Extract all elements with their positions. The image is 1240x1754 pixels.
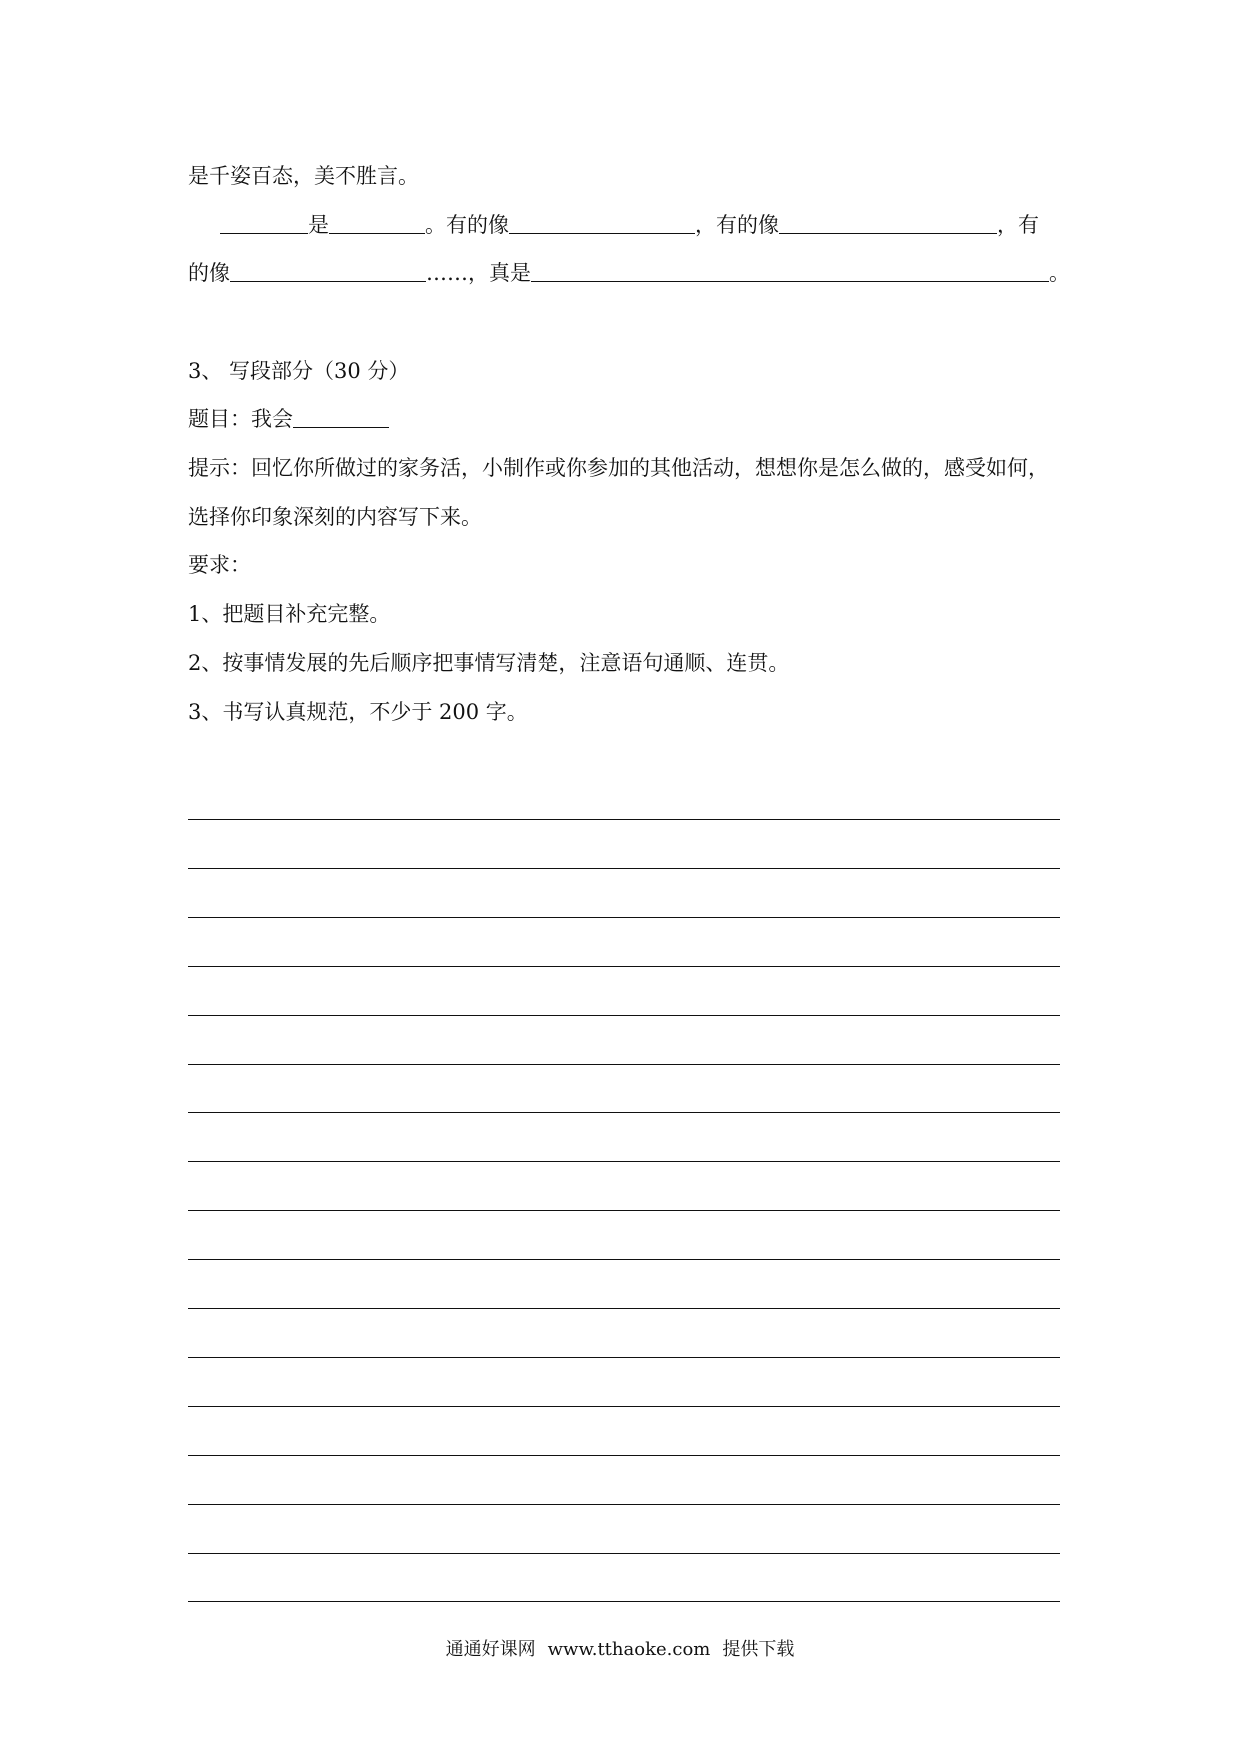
- paragraph-text: 是: [308, 213, 329, 237]
- writing-line[interactable]: [188, 917, 1060, 918]
- writing-line[interactable]: [188, 1308, 1060, 1309]
- paragraph-text: ，有的像: [695, 213, 779, 237]
- footer-site-name: 通通好课网: [445, 1639, 536, 1660]
- requirements-label: 要求：: [188, 553, 251, 577]
- writing-line[interactable]: [188, 1455, 1060, 1456]
- writing-line[interactable]: [188, 966, 1060, 967]
- writing-line[interactable]: [188, 1015, 1060, 1016]
- fill-blank[interactable]: [779, 211, 997, 234]
- paragraph-text: 的像: [188, 261, 230, 285]
- requirement-item: 1、把题目补充完整。: [188, 602, 391, 626]
- topic-blank[interactable]: [293, 405, 389, 428]
- fill-blank[interactable]: [220, 211, 308, 234]
- footer-url: www.tthaoke.com: [547, 1639, 711, 1660]
- section-heading: 3、 写段部分（30 分）: [188, 359, 410, 383]
- writing-line[interactable]: [188, 1553, 1060, 1554]
- writing-line[interactable]: [188, 868, 1060, 869]
- writing-line[interactable]: [188, 1601, 1060, 1602]
- requirement-item: 3、书写认真规范，不少于 200 字。: [188, 700, 528, 724]
- hint-line-2: 选择你印象深刻的内容写下来。: [188, 505, 482, 529]
- paragraph-line-3: [188, 258, 1070, 288]
- writing-line[interactable]: [188, 1259, 1060, 1260]
- paragraph-line-2: [220, 210, 1060, 240]
- writing-line[interactable]: [188, 1112, 1060, 1113]
- writing-line[interactable]: [188, 1064, 1060, 1065]
- page-footer: [0, 1638, 1240, 1662]
- fill-blank[interactable]: [329, 211, 425, 234]
- writing-line[interactable]: [188, 819, 1060, 820]
- fill-blank[interactable]: [230, 259, 426, 282]
- hint-line-1: 提示：回忆你所做过的家务活，小制作或你参加的其他活动，想想你是怎么做的，感受如何，: [188, 456, 1049, 480]
- paragraph-text: ……，真是: [426, 261, 531, 285]
- writing-line[interactable]: [188, 1357, 1060, 1358]
- paragraph-text: 。有的像: [425, 213, 509, 237]
- topic-line: [188, 404, 389, 434]
- topic-prefix: 题目：我会: [188, 407, 293, 431]
- paragraph-text: ，有: [997, 213, 1039, 237]
- requirement-item: 2、按事情发展的先后顺序把事情写清楚，注意语句通顺、连贯。: [188, 651, 790, 675]
- writing-line[interactable]: [188, 1161, 1060, 1162]
- writing-line[interactable]: [188, 1504, 1060, 1505]
- fill-blank[interactable]: [509, 211, 695, 234]
- footer-suffix: 提供下载: [722, 1639, 795, 1660]
- paragraph-text: 是千姿百态，美不胜言。: [188, 164, 419, 188]
- paragraph-text: 。: [1049, 261, 1070, 285]
- writing-line[interactable]: [188, 1406, 1060, 1407]
- writing-line[interactable]: [188, 1210, 1060, 1211]
- fill-blank[interactable]: [531, 259, 1049, 282]
- paragraph-line-1: [188, 161, 419, 191]
